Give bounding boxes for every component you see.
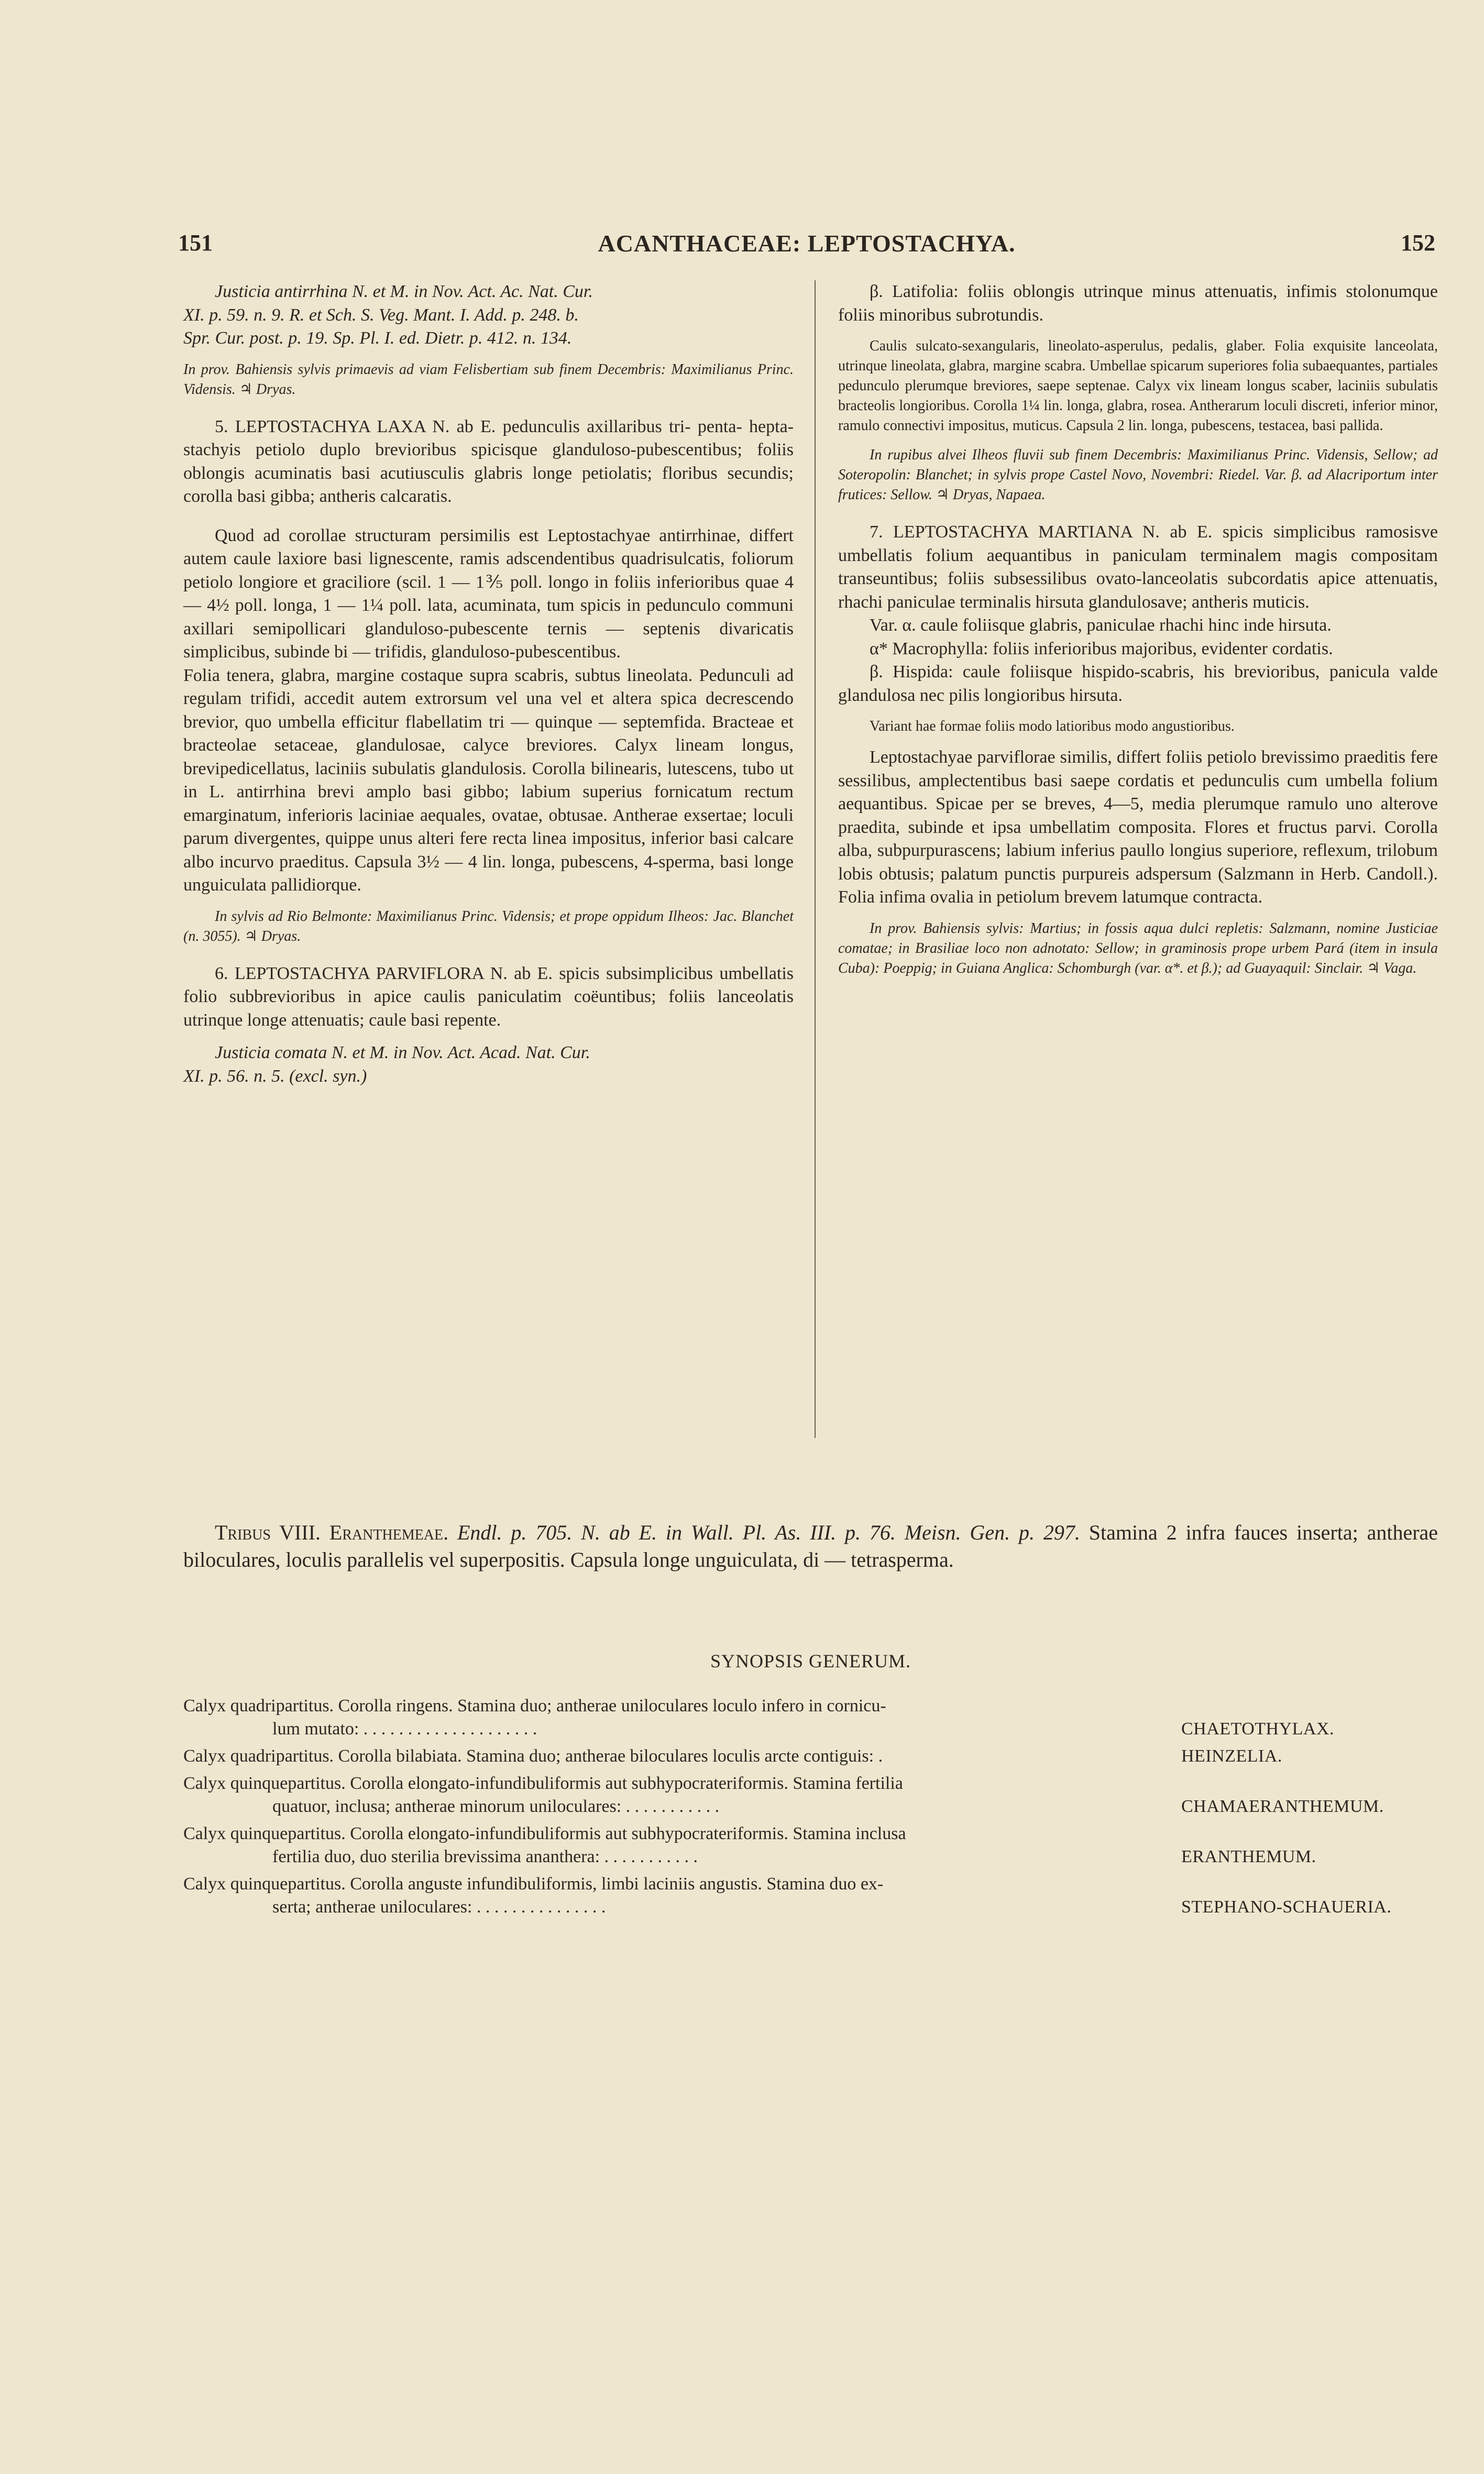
species-title: 5. LEPTOSTACHYA LAXA N. ab E. <box>215 416 496 436</box>
tribe-section <box>183 1519 1438 1574</box>
reference-line: Justicia comata N. et M. in Nov. Act. Acad. Nat. Cur. <box>215 1043 590 1062</box>
species-entry <box>183 415 794 509</box>
synopsis-line: quatuor, inclusa; antherae minorum uniloculares: . . . . . . . . . . . <box>272 1797 720 1816</box>
synopsis-row <box>183 1873 1441 1919</box>
genus-name: ERANTHEMUM. <box>1181 1847 1316 1866</box>
synopsis-line: Calyx quadripartitus. Corolla bilabiata. Stamina duo; antherae biloculares loculis arcte contiguis: . <box>183 1746 883 1766</box>
habitat-note: In rupibus alvei Ilheos fluvii sub finem Decembris: Maximilianus Princ. Vidensis, Sellow; ad Soteropolin: Blanchet; in sylvis prope Castel Novo, Novembri: Riedel. Var. β. ad Alacriportum inter frutices: Sellow. ♃ Dryas, Napaea. <box>838 447 1438 503</box>
reference-line: XI. p. 56. n. 5. (excl. syn.) <box>183 1066 367 1086</box>
reference-line: Justicia antirrhina N. et M. in Nov. Act. Ac. Nat. Cur. <box>215 282 593 301</box>
tribe-reference: Endl. p. 705. N. ab E. in Wall. Pl. As. III. p. 76. Meisn. Gen. p. 297. <box>457 1521 1080 1544</box>
synopsis-title: SYNOPSIS GENERUM. <box>710 1651 911 1672</box>
tribe-heading: Tribus VIII. Eranthemeae. <box>215 1521 449 1544</box>
habitat-note: In prov. Bahiensis sylvis: Martius; in fossis aqua dulci repletis: Salzmann, nomine Justiciae comatae; in Brasiliae loco non adnotato: Sellow; in graminosis prope urbem Pará (item in insula Cuba): Poeppig; in Guiana Anglica: Schomburgh (var. α*. et β.); ad Guayaquil: Sinclair. ♃ Vaga. <box>838 920 1438 976</box>
habitat-note: In sylvis ad Rio Belmonte: Maximilianus Princ. Vidensis; et prope oppidum Ilheos: Jac. Blanchet (n. 3055). ♃ Dryas. <box>183 908 794 944</box>
page-number-left: 151 <box>178 230 213 256</box>
synopsis-line: Calyx quinquepartitus. Corolla anguste infundibuliformis, limbi laciniis angustis. Stamina duo ex- <box>183 1874 884 1894</box>
species-description: Quod ad corollae structuram persimilis est Leptostachyae antirrhinae, differt autem caule laxiore basi lignescente, ramis adscendentibus quadrisulcatis, foliorum petiolo longiore et graciliore (scil. 1 — 1⅗ poll. longo in foliis inferioribus quae 4 — 4½ poll. longa, 1 — 1¼ poll. lata, acuminata, tum spicis in pedunculo communi axillari semipollicari glanduloso-pubescente ternis — septenis divaricatis simplicibus, subinde bi — trifidis, glanduloso-pubescentibus. <box>183 525 794 662</box>
species-entry <box>183 962 794 1032</box>
synopsis-row <box>183 1772 1441 1818</box>
synopsis-line: Calyx quadripartitus. Corolla ringens. Stamina duo; antherae uniloculares loculo infero in cornicu- <box>183 1696 886 1716</box>
synopsis-line: Calyx quinquepartitus. Corolla elongato-infundibuliformis aut subhypocrateriformis. Stamina inclusa <box>183 1824 906 1843</box>
synopsis-table <box>183 1695 1441 1923</box>
species-title: 6. LEPTOSTACHYA PARVIFLORA N. ab E. <box>215 963 553 983</box>
right-column <box>838 280 1438 978</box>
synopsis-row <box>183 1695 1441 1741</box>
species-entry <box>838 521 1438 614</box>
page-number-right: 152 <box>1401 230 1435 256</box>
synopsis-line: Calyx quinquepartitus. Corolla elongato-infundibuliformis aut subhypocrateriformis. Stamina fertilia <box>183 1774 903 1793</box>
synopsis-row <box>183 1822 1441 1868</box>
synopsis-line: fertilia duo, duo sterilia brevissima anantherа: . . . . . . . . . . . <box>272 1847 698 1866</box>
variety-alpha-star: α* Macrophylla: foliis inferioribus majoribus, evidenter cordatis. <box>870 639 1333 658</box>
reference-line: Spr. Cur. post. p. 19. Sp. Pl. I. ed. Dietr. p. 412. n. 134. <box>183 328 572 348</box>
genus-name: CHAETOTHYLAX. <box>1181 1719 1335 1739</box>
column-divider <box>815 280 816 1438</box>
species-description: Leptostachyae parviflorae similis, differt foliis petiolo brevissimo praeditis fere sessilibus, amplectentibus basi saepe cordatis et pedunculis cum umbella folium aequantibus. Spicae per se breves, 4—5, media plerumque ramulo uno alterove praedita, subinde et ipsa umbellatim composita. Flores et fructus parvi. Corolla alba, subpurpurascens; labium inferius paullo longius superiore, reflexum, trilobum lobis obtusis; palatum punctis purpureis adspersum (Salzmann in Herb. Candoll.). Folia infima ovalia in petiolum brevem latumque contracta. <box>838 747 1438 907</box>
reference-line: XI. p. 59. n. 9. R. et Sch. S. Veg. Mant. I. Add. p. 248. b. <box>183 305 579 325</box>
genus-name: HEINZELIA. <box>1181 1746 1282 1766</box>
synopsis-line: lum mutato: . . . . . . . . . . . . . . . . . . . . <box>272 1719 537 1739</box>
page-title: ACANTHACEAE: LEPTOSTACHYA. <box>598 230 1016 257</box>
genus-name: STEPHANO-SCHAUERIA. <box>1181 1897 1392 1917</box>
running-header <box>178 229 1435 261</box>
species-title: 7. LEPTOSTACHYA MARTIANA N. ab E. <box>870 522 1213 542</box>
species-diagnosis: spicis simplicibus ramosisve umbellatis folium aequantibus in paniculam terminalem magis compositam transeuntibus; foliis subsessilibus ovato-lanceolatis subcordatis apice attenuatis, rhachi paniculae terminalis hirsuta glandulosave; antheris muticis. <box>838 522 1438 612</box>
genus-name: CHAMAERANTHEMUM. <box>1181 1797 1384 1816</box>
left-column <box>183 280 794 1088</box>
variety-beta: β. Latifolia: foliis oblongis utrinque minus attenuatis, infimis stolonumque foliis minoribus subrotundis. <box>838 282 1438 325</box>
variety-beta: β. Hispida: caule foliisque hispido-scabris, his brevioribus, panicula valde glandulosa nec pilis longioribus hirsuta. <box>838 662 1438 705</box>
habitat-note: In prov. Bahiensis sylvis primaevis ad viam Felisbertiam sub finem Decembris: Maximilianus Princ. Vidensis. ♃ Dryas. <box>183 361 794 398</box>
variety-description: Caulis sulcato-sexangularis, lineolato-asperulus, pedalis, glaber. Folia exquisite lanceolata, utrinque lineolata, glabra, margine scabra. Umbellae spicarum superiores folia subaequantes, partiales pedunculo plerumque breviores, saepe septenae. Calyx vix lineam longus scaber, laciniis subulatis bracteolis longioribus. Corolla 1¼ lin. longa, glabra, rosea. Antherarum loculi discreti, inferior minor, ramulo connectivi impositus, muticus. Capsula 2 lin. longa, pubescens, testacea, basi pallida. <box>838 338 1438 434</box>
species-diagnosis: spicis subsimplicibus umbellatis folio subbrevioribus in apice caulis paniculatim coëuntibus; foliis lanceolatis utrinque longe attenuatis; caule basi repente. <box>183 963 794 1030</box>
variant-note: Variant hae formae foliis modo latioribus modo angustioribus. <box>870 718 1235 734</box>
synopsis-line: serta; antherae uniloculares: . . . . . . . . . . . . . . . <box>272 1897 606 1917</box>
synopsis-row <box>183 1745 1441 1768</box>
variety-alpha: Var. α. caule foliisque glabris, paniculae rhachi hinc inde hirsuta. <box>870 615 1332 635</box>
species-diagnosis: pedunculis axillaribus tri- penta- hepta-stachyis petiolo duplo brevioribus spicisque glanduloso-pubescentibus; foliis oblongis acuminatis basi acutiusculis glabris longe petiolatis; floribus secundis; corolla basi gibba; antheris calcaratis. <box>183 416 794 506</box>
species-description-detail: Folia tenera, glabra, margine costaque supra scabris, subtus lineolata. Pedunculi ad regulam trifidi, accedit autem extrorsum vel una vel et altera spica decrescendo brevior, quo umbella efficitur flabellatim tri — quinque — septemfida. Bracteae et bracteolae setaceae, glandulosae, calyce breviores. Calyx lineam longus, brevipedicellatus, laciniis subulatis glandulosis. Corolla bilinearis, lutescens, tubo ut in L. antirrhina brevi amplo basi gibbo; labium superius fornicatum rectum emarginatum, inferioris laciniae aequales, ovatae, obtusae. Antherae exsertae; loculi parum divergentes, quippe unus alteri fere recta linea impositus, inferior basi calcare albo incurvo praeditus. Capsula 3½ — 4 lin. longa, pubescens, 4-sperma, basi longe unguiculata pallidiorque. <box>183 665 794 895</box>
tribe-description: Stamina 2 infra fauces inserta; antherae biloculares, loculis parallelis vel superpositis. Capsula longe unguiculata, di — tetrasperma. <box>183 1521 1438 1571</box>
